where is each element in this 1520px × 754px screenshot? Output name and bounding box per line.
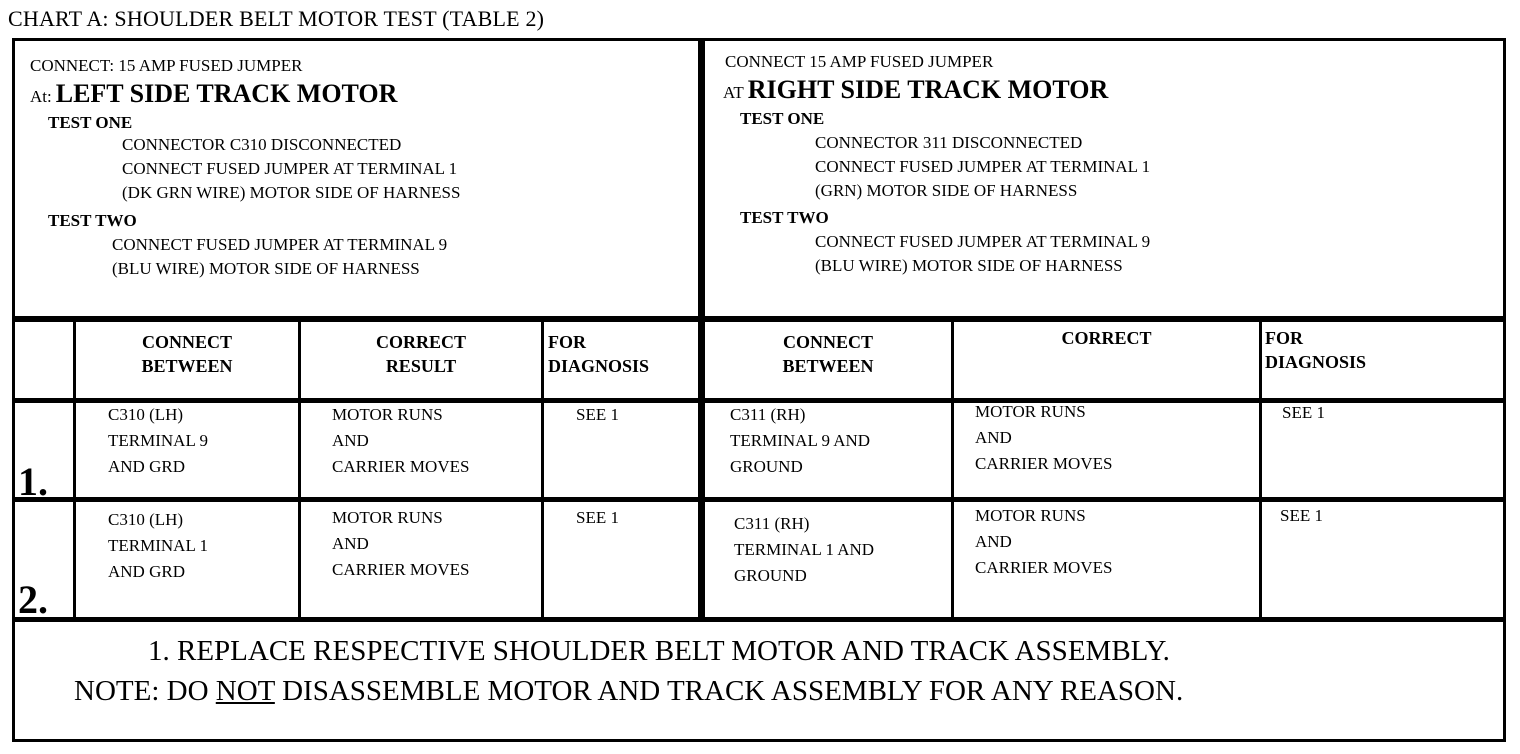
row1-right-diagnosis: SEE 1 xyxy=(1282,403,1325,422)
header-line: CORRECT xyxy=(1061,328,1152,348)
col-line-right-1 xyxy=(951,320,954,620)
row1-bottom-line xyxy=(12,497,1506,502)
row-number: 2. xyxy=(18,577,48,622)
note-suffix: DISASSEMBLE MOTOR AND TRACK ASSEMBLY FOR ANY REASON. xyxy=(274,675,1184,707)
right-test-two-label: TEST TWO xyxy=(740,208,829,227)
left-test-one-line: (DK GRN WIRE) MOTOR SIDE OF HARNESS xyxy=(122,183,461,202)
row2-left-result xyxy=(332,505,469,583)
left-test-one-line: CONNECT FUSED JUMPER AT TERMINAL 1 xyxy=(122,159,458,178)
col-line-left-2 xyxy=(541,320,544,620)
right-header-connect xyxy=(705,330,951,378)
cell-line: C311 (RH) xyxy=(730,405,806,424)
cell-line: MOTOR RUNS xyxy=(332,508,443,527)
header-line: CORRECT xyxy=(375,332,466,352)
left-panel-heading xyxy=(30,79,397,112)
right-test-one-label: TEST ONE xyxy=(740,109,825,128)
row2-right-result xyxy=(975,503,1112,581)
cell-line: GROUND xyxy=(730,457,803,476)
cell-line: AND xyxy=(975,428,1012,447)
cell-line: MOTOR RUNS xyxy=(332,405,443,424)
header-line: BETWEEN xyxy=(141,356,233,376)
cell-line: C310 (LH) xyxy=(108,405,184,424)
row2-left-connect xyxy=(108,507,208,585)
center-divider xyxy=(698,38,705,622)
cell-line: TERMINAL 9 AND xyxy=(730,431,871,450)
right-test-one-line: (GRN) MOTOR SIDE OF HARNESS xyxy=(815,181,1078,200)
cell-line: CARRIER MOVES xyxy=(975,454,1113,473)
row2-left-diagnosis: SEE 1 xyxy=(576,508,619,527)
row1-right-result xyxy=(975,399,1112,477)
left-header-correct xyxy=(301,330,541,378)
left-test-two-label: TEST TWO xyxy=(48,211,137,230)
cell-line: GROUND xyxy=(734,566,807,585)
cell-line: TERMINAL 1 AND xyxy=(734,540,875,559)
header-line: CONNECT xyxy=(141,332,232,352)
row1-left-connect xyxy=(108,402,208,480)
footer-note xyxy=(74,672,1183,710)
cell-line: TERMINAL 9 xyxy=(108,431,208,450)
row1-left-diagnosis: SEE 1 xyxy=(576,405,619,424)
left-heading-text: LEFT SIDE TRACK MOTOR xyxy=(55,79,398,108)
cell-line: MOTOR RUNS xyxy=(975,506,1086,525)
left-test-one-line: CONNECTOR C310 DISCONNECTED xyxy=(122,135,402,154)
cell-line: AND xyxy=(975,532,1012,551)
row-number: 1. xyxy=(18,459,48,504)
row2-right-diagnosis: SEE 1 xyxy=(1280,506,1323,525)
left-header-diagnosis xyxy=(548,330,649,378)
cell-line: AND GRD xyxy=(108,562,185,581)
right-at-label: AT xyxy=(723,83,744,102)
left-test-one-label: TEST ONE xyxy=(48,113,133,132)
cell-line: TERMINAL 1 xyxy=(108,536,208,555)
header-line: DIAGNOSIS xyxy=(548,356,650,376)
left-connect-line: CONNECT: 15 AMP FUSED JUMPER xyxy=(30,56,303,75)
header-line: RESULT xyxy=(385,356,457,376)
right-test-two-line: CONNECT FUSED JUMPER AT TERMINAL 9 xyxy=(815,232,1151,251)
footer-item-1: 1. REPLACE RESPECTIVE SHOULDER BELT MOTOR AND TRACK ASSEMBLY. xyxy=(148,635,1170,667)
left-test-two-line: (BLU WIRE) MOTOR SIDE OF HARNESS xyxy=(112,259,420,278)
header-line: CONNECT xyxy=(782,332,873,352)
row1-right-connect xyxy=(730,402,870,480)
cell-line: AND xyxy=(332,431,369,450)
right-panel-heading xyxy=(723,75,1108,108)
note-emphasis: NOT xyxy=(215,675,275,707)
right-header-correct xyxy=(954,326,1259,350)
left-test-two-line: CONNECT FUSED JUMPER AT TERMINAL 9 xyxy=(112,235,448,254)
chart-title: CHART A: SHOULDER BELT MOTOR TEST (TABLE 2) xyxy=(8,6,545,31)
cell-line: AND GRD xyxy=(108,457,185,476)
right-heading-text: RIGHT SIDE TRACK MOTOR xyxy=(747,75,1109,104)
cell-line: CARRIER MOVES xyxy=(332,457,470,476)
note-prefix: NOTE: DO xyxy=(74,675,216,707)
row2-right-connect xyxy=(734,511,874,589)
header-line: BETWEEN xyxy=(782,356,874,376)
header-line: DIAGNOSIS xyxy=(1265,352,1367,372)
left-header-connect xyxy=(76,330,298,378)
right-test-two-line: (BLU WIRE) MOTOR SIDE OF HARNESS xyxy=(815,256,1123,275)
right-test-one-line: CONNECT FUSED JUMPER AT TERMINAL 1 xyxy=(815,157,1151,176)
cell-line: MOTOR RUNS xyxy=(975,402,1086,421)
header-line: FOR xyxy=(1265,328,1303,348)
left-at-label: At: xyxy=(30,87,52,106)
col-line-right-2 xyxy=(1259,320,1262,620)
cell-line: C310 (LH) xyxy=(108,510,184,529)
cell-line: CARRIER MOVES xyxy=(975,558,1113,577)
panel-bottom-line xyxy=(12,316,1506,322)
row2-bottom-line xyxy=(12,617,1506,622)
row1-left-result xyxy=(332,402,469,480)
cell-line: AND xyxy=(332,534,369,553)
cell-line: CARRIER MOVES xyxy=(332,560,470,579)
right-test-one-line: CONNECTOR 311 DISCONNECTED xyxy=(815,133,1083,152)
right-header-diagnosis xyxy=(1265,326,1366,374)
cell-line: C311 (RH) xyxy=(734,514,810,533)
right-connect-line: CONNECT 15 AMP FUSED JUMPER xyxy=(725,52,994,71)
header-line: FOR xyxy=(548,332,586,352)
